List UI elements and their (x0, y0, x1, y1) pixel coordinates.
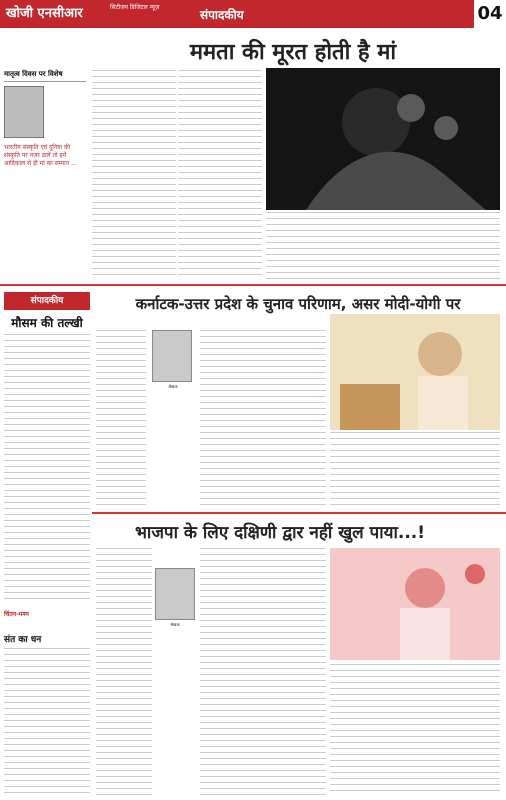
author-name: लेखक (170, 622, 180, 627)
article2-headline: कर्नाटक-उत्तर प्रदेश के चुनाव परिणाम, असर मोदी-योगी पर (135, 295, 461, 313)
article3-text-col-3 (330, 664, 500, 796)
author-name: लेखक (168, 384, 178, 389)
article2-text-col-1 (96, 330, 146, 508)
author-photo (155, 568, 195, 620)
party-illustration (330, 548, 500, 660)
divider-rule (92, 512, 506, 514)
article3-text-col-2 (200, 548, 326, 796)
party-photo (330, 548, 500, 660)
page-number: 04 (472, 0, 506, 28)
subhead-saints-wealth: संत का धन (4, 635, 42, 645)
author-photo (152, 330, 192, 382)
article1-text-col-2 (178, 70, 262, 280)
article3-text-col-1 (96, 548, 152, 796)
sidebar-box (4, 70, 86, 280)
divider-rule (0, 284, 506, 286)
masthead: खोजी एनसीआर (6, 6, 83, 21)
header (0, 0, 506, 28)
masthead-tagline: सिटीजन डिजिटल न्यूज़ (110, 4, 160, 11)
contemplation-text-col (4, 648, 90, 796)
article1-headline: ममता की मूरत होती है मां (189, 40, 397, 65)
article2-text-col-3 (330, 432, 500, 508)
mother-child-illustration (266, 68, 500, 210)
article3-headline: भाजपा के लिए दक्षिणी द्वार नहीं खुल पाया...! (134, 523, 426, 543)
author-photo (4, 86, 44, 138)
rally-photo (330, 314, 500, 430)
article1-text-col-3 (266, 212, 500, 280)
subhead-weather: मौसम की तल्खी (11, 316, 83, 330)
rally-illustration (330, 314, 500, 430)
section-label-editorial: संपादकीय (4, 292, 90, 310)
mother-child-image (266, 68, 500, 210)
article2-text-col-2 (200, 330, 326, 508)
weather-text-col (4, 334, 90, 604)
sidebar-title: मातृत्व दिवस पर विशेष (4, 70, 86, 82)
sidebar-quote: भारतीय संस्कृति एवं दुनिया की संस्कृति पर नज़र डालें तो हमें आदिकाल से ही मां का सम्मान ... (4, 144, 77, 167)
article1-text-col-1 (92, 70, 176, 280)
section-label-contemplation: चिंतन-मनन (4, 611, 29, 618)
section-title: संपादकीय (200, 8, 244, 22)
